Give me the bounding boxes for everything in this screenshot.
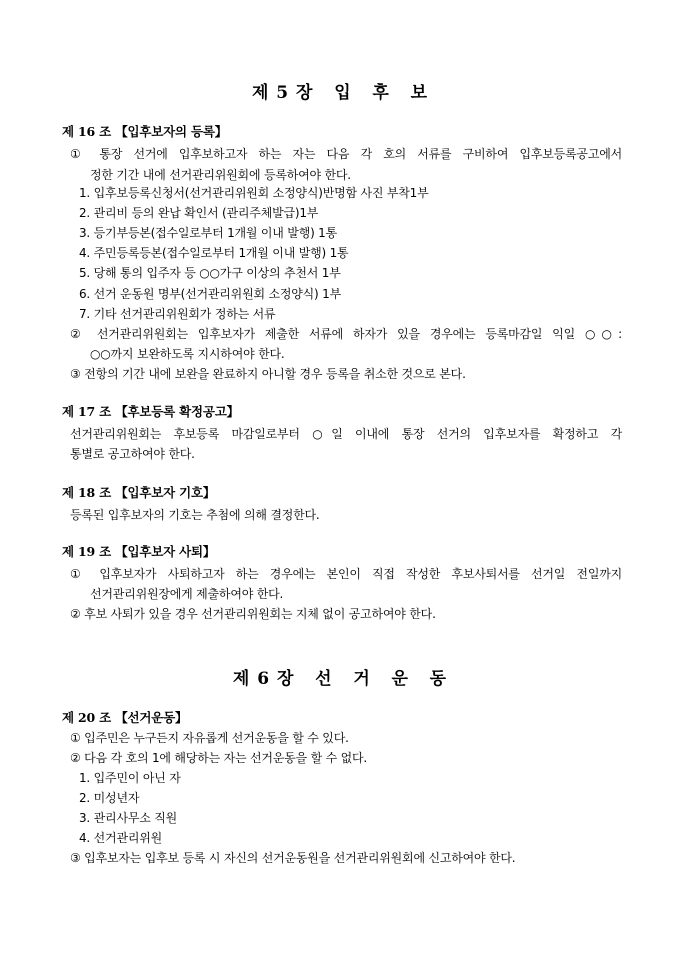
- article-20-item: 1. 입주민이 아닌 자: [79, 771, 181, 785]
- chapter-5-title: 제 5 장 입 후 보: [251, 83, 429, 103]
- article-16-item: 7. 기타 선거관리위원회가 정하는 서류: [79, 307, 276, 321]
- article-20-para-1: ① 입주민은 누구든지 자유롭게 선거운동을 할 수 있다.: [70, 731, 349, 745]
- article-18-heading: 제 18 조 【입후보자 기호】: [62, 485, 216, 500]
- article-16-para-1-line-2: 정한 기간 내에 선거관리위원회에 등록하여야 한다.: [90, 168, 351, 182]
- chapter-6-title: 제 6 장 선 거 운 동: [232, 669, 448, 689]
- article-20-item: 4. 선거관리위원: [79, 831, 163, 845]
- article-16-para-1-line-1: ① 통장 선거에 입후보하고자 하는 자는 다음 각 호의 서류를 구비하여 입후보등록공고에서: [70, 147, 622, 161]
- article-16-item: 1. 입후보등록신청서(선거관리위원회 소정양식)반명함 사진 부착1부: [79, 186, 429, 200]
- article-20-heading: 제 20 조 【선거운동】: [62, 710, 188, 725]
- article-17-line-2: 통별로 공고하여야 한다.: [70, 447, 195, 461]
- article-20-para-2: ② 다음 각 호의 1에 해당하는 자는 선거운동을 할 수 없다.: [70, 751, 367, 765]
- article-19-para-2: ② 후보 사퇴가 있을 경우 선거관리위원회는 지체 없이 공고하여야 한다.: [70, 607, 436, 621]
- article-16-item: 5. 당해 통의 입주자 등 ○○가구 이상의 추천서 1부: [79, 266, 341, 280]
- article-20-item: 3. 관리사무소 직원: [79, 811, 178, 825]
- article-17-heading: 제 17 조 【후보등록 확정공고】: [62, 404, 239, 419]
- article-20-item: 2. 미성년자: [79, 791, 140, 805]
- article-17-line-1: 선거관리위원회는 후보등록 마감일로부터 ○일 이내에 통장 선거의 입후보자를 확정하고 각: [70, 427, 622, 441]
- article-16-para-3: ③ 전항의 기간 내에 보완을 완료하지 아니할 경우 등록을 취소한 것으로 본다.: [70, 367, 466, 381]
- article-16-item: 4. 주민등록등본(접수일로부터 1개월 이내 발행) 1통: [79, 246, 349, 260]
- article-16-para-2-line-2: ○○까지 보완하도록 지시하여야 한다.: [90, 347, 285, 361]
- article-16-item: 3. 등기부등본(접수일로부터 1개월 이내 발행) 1통: [79, 226, 338, 240]
- article-19-para-1-line-2: 선거관리위원장에게 제출하여야 한다.: [90, 587, 284, 601]
- article-19-heading: 제 19 조 【입후보자 사퇴】: [62, 544, 216, 559]
- article-19-para-1-line-1: ① 입후보자가 사퇴하고자 하는 경우에는 본인이 직접 작성한 후보사퇴서를 선거일 전일까지: [70, 567, 622, 581]
- article-16-item: 6. 선거 운동원 명부(선거관리위원회 소정양식) 1부: [79, 287, 341, 301]
- article-20-para-3: ③ 입후보자는 입후보 등록 시 자신의 선거운동원을 선거관리위원회에 신고하여야 한다.: [70, 851, 516, 865]
- article-16-para-2-line-1: ② 선거관리위원회는 입후보자가 제출한 서류에 하자가 있을 경우에는 등록마감일 익일 ○○:: [70, 327, 622, 341]
- article-16-item: 2. 관리비 등의 완납 확인서 (관리주체발급)1부: [79, 206, 319, 220]
- article-18-line-1: 등록된 입후보자의 기호는 추첨에 의해 결정한다.: [70, 508, 320, 522]
- article-16-heading: 제 16 조 【입후보자의 등록】: [62, 124, 228, 139]
